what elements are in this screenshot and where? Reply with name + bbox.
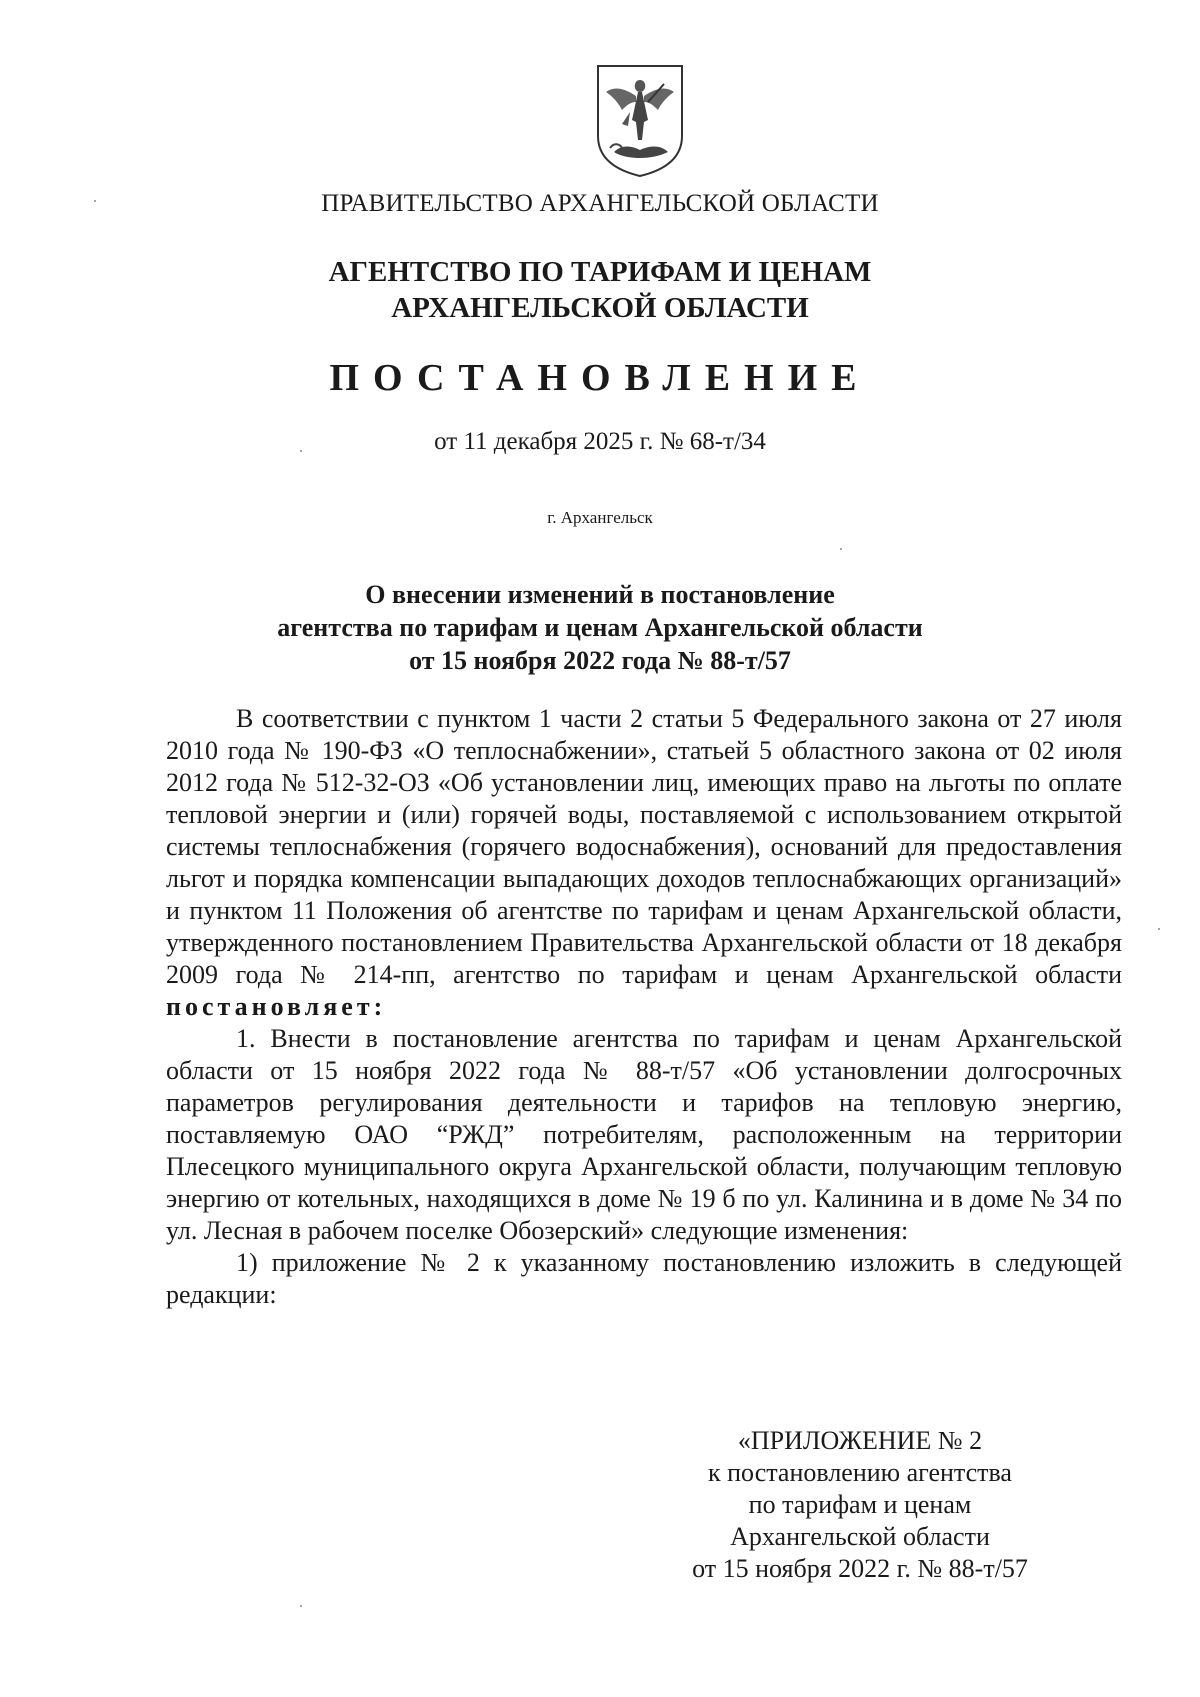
subject-line2: агентства по тарифам и ценам Архангельской области <box>277 613 923 642</box>
agency-title <box>0 254 1200 326</box>
item-1-1-paragraph: 1) приложение № 2 к указанному постановлению изложить в следующей редакции: <box>166 1248 1122 1309</box>
appendix-line5: от 15 ноября 2022 г. № 88-т/57 <box>692 1554 1028 1583</box>
appendix-line2: к постановлению агентства <box>708 1458 1012 1487</box>
subject-line1: О внесении изменений в постановление <box>365 580 835 609</box>
scan-speck <box>840 548 842 550</box>
subject-line3: от 15 ноября 2022 года № 88-т/57 <box>409 646 791 675</box>
appendix-line3: по тарифам и ценам <box>748 1490 972 1519</box>
agency-title-line1: АГЕНТСТВО ПО ТАРИФАМ И ЦЕНАМ <box>328 256 872 288</box>
resolves-word: постановляет: <box>166 992 387 1021</box>
appendix-header <box>660 1425 1060 1585</box>
item-1-paragraph: 1. Внести в постановление агентства по тарифам и ценам Архангельской области от 15 ноября 2022 года № 88-т/57 «Об установлении долгосрочных параметров регулирования деятельности и тарифов на тепловую энергию, поставляемую ОАО “РЖД” потребителям, расположенным на территории Плесецкого муниципального округа Архангельской области, получающим тепловую энергию от котельных, находящихся в доме № 19 б по ул. Калинина и в доме № 34 по ул. Лесная в рабочем поселке Обозерский» следующие изменения: <box>166 1024 1122 1245</box>
scan-speck <box>300 450 302 452</box>
government-title: ПРАВИТЕЛЬСТВО АРХАНГЕЛЬСКОЙ ОБЛАСТИ <box>321 190 879 217</box>
appendix-line4: Архангельской области <box>730 1522 990 1551</box>
preamble-text: В соответствии с пунктом 1 части 2 статьи 5 Федерального закона от 27 июля 2010 года № 190-ФЗ «О теплоснабжении», статьей 5 областного закона от 02 июля 2012 года № 512-32-ОЗ «Об установлении лиц, имеющих право на льготы по оплате тепловой энергии и (или) горячей воды, поставляемой с использованием открытой системы теплоснабжения (горячего водоснабжения), оснований для предоставления льгот и порядка компенсации выпадающих доходов теплоснабжающих организаций» и пунктом 11 Положения об агентстве по тарифам и ценам Архангельской области, утвержденного постановлением Правительства Архангельской области от 18 декабря 2009 года № 214-пп, агентство по тарифам и ценам Архангельской области <box>166 704 1122 989</box>
scan-speck <box>1158 928 1160 930</box>
preamble-paragraph <box>166 703 1122 1023</box>
agency-title-line2: АРХАНГЕЛЬСКОЙ ОБЛАСТИ <box>391 292 809 324</box>
appendix-line1: «ПРИЛОЖЕНИЕ № 2 <box>737 1426 983 1455</box>
document-type: ПОСТАНОВЛЕНИЕ <box>329 357 871 399</box>
scan-speck <box>300 1605 302 1607</box>
document-date-number: от 11 декабря 2025 г. № 68-т/34 <box>434 428 766 455</box>
scan-speck <box>94 200 96 202</box>
coat-of-arms-icon <box>592 62 688 180</box>
document-body <box>166 703 1122 1311</box>
document-city: г. Архангельск <box>547 508 653 527</box>
document-subject <box>0 578 1200 677</box>
